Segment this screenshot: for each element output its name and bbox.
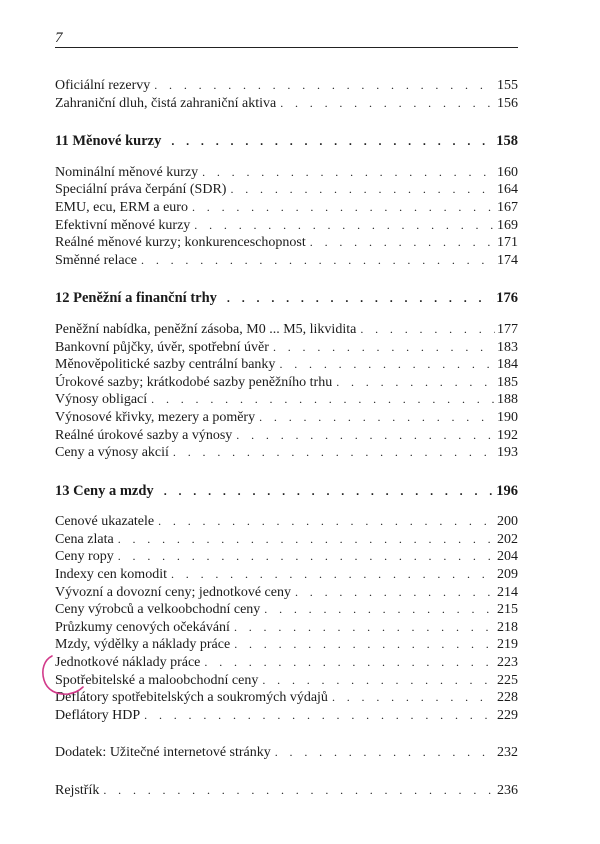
toc-dot-leader: [118, 548, 495, 566]
toc-entry-title: Bankovní půjčky, úvěr, spotřební úvěr: [55, 339, 269, 355]
toc-entry-page: 177: [497, 321, 518, 337]
toc-entry[interactable]: [55, 199, 518, 217]
toc-entry-page: 218: [497, 619, 518, 635]
toc-dot-leader: [171, 133, 494, 151]
toc-entry-page: 236: [497, 783, 518, 798]
toc-entry-page: 214: [497, 584, 518, 600]
toc-dot-leader: [171, 566, 495, 584]
table-of-contents: [55, 77, 518, 800]
toc-entry-title: Ceny ropy: [55, 549, 114, 565]
toc-dot-leader: [227, 290, 494, 308]
toc-entry-title: Rejstřík: [55, 783, 100, 798]
toc-entry-page: 228: [497, 690, 518, 706]
toc-entry[interactable]: [55, 427, 518, 445]
toc-dot-leader: [173, 444, 495, 462]
toc-entry[interactable]: [55, 252, 518, 270]
toc-entry-title: Měnověpolitické sazby centrální banky: [55, 357, 276, 373]
toc-entry-title: Cena zlata: [55, 531, 114, 547]
toc-entry-page: 169: [497, 217, 518, 233]
toc-entry[interactable]: [55, 672, 518, 690]
toc-dot-leader: [295, 584, 495, 602]
toc-dot-leader: [103, 782, 495, 800]
toc-dot-leader: [154, 77, 495, 95]
toc-entry[interactable]: [55, 444, 518, 462]
toc-entry-page: 225: [497, 672, 518, 688]
toc-entry-page: 171: [497, 235, 518, 251]
toc-entry-page: 232: [497, 745, 518, 761]
toc-entry-page: 215: [497, 602, 518, 618]
chapter-page: 196: [496, 482, 518, 499]
toc-dot-leader: [310, 234, 495, 252]
toc-entry-title: Výnosové křivky, mezery a poměry: [55, 409, 256, 425]
page-number: 7: [55, 30, 63, 46]
chapter-page: 158: [496, 133, 518, 150]
toc-entry-page: 209: [497, 567, 518, 583]
toc-entry[interactable]: [55, 601, 518, 619]
toc-entry-page: 202: [497, 531, 518, 547]
toc-entry[interactable]: [55, 548, 518, 566]
toc-dot-leader: [194, 217, 495, 235]
toc-entry-page: 193: [497, 445, 518, 461]
toc-entry-title: Indexy cen komodit: [55, 567, 167, 583]
toc-entry-title: Spotřebitelské a maloobchodní ceny: [55, 672, 259, 688]
toc-dot-leader: [360, 321, 495, 339]
toc-dot-leader: [275, 744, 495, 762]
toc-dot-leader: [230, 181, 495, 199]
toc-entry-title: Peněžní nabídka, peněžní zásoba, M0 ... M5, likvidita: [55, 321, 357, 337]
toc-dot-leader: [144, 707, 495, 725]
toc-dot-leader: [118, 531, 495, 549]
toc-entry-title: Speciální práva čerpání (SDR): [55, 182, 227, 198]
toc-entry-page: 229: [497, 707, 518, 723]
toc-entry-page: 204: [497, 549, 518, 565]
chapter-title: 13 Ceny a mzdy: [55, 482, 154, 499]
toc-entry[interactable]: [55, 689, 518, 707]
toc-entry[interactable]: [55, 391, 518, 409]
chapter-heading-11[interactable]: [55, 133, 518, 151]
toc-entry-title: Vývozní a dovozní ceny; jednotkové ceny: [55, 584, 291, 600]
toc-entry-page: 164: [497, 182, 518, 198]
chapter-title: 11 Měnové kurzy: [55, 133, 162, 150]
toc-entry-title: Směnné relace: [55, 252, 138, 268]
toc-entry-appendix[interactable]: [55, 744, 518, 762]
header-rule: [55, 47, 518, 48]
toc-entry[interactable]: [55, 409, 518, 427]
toc-entry-title: Efektivní měnové kurzy: [55, 217, 191, 233]
toc-entry-page: 185: [497, 374, 518, 390]
toc-entry[interactable]: [55, 374, 518, 392]
toc-entry[interactable]: [55, 356, 518, 374]
toc-entry[interactable]: [55, 513, 518, 531]
chapter-title: 12 Peněžní a finanční trhy: [55, 290, 217, 307]
toc-entry[interactable]: [55, 619, 518, 637]
toc-entry-index[interactable]: [55, 782, 518, 800]
toc-dot-leader: [234, 619, 495, 637]
toc-entry[interactable]: [55, 321, 518, 339]
toc-entry-title: Zahraniční dluh, čistá zahraniční aktiva: [55, 95, 277, 111]
toc-dot-leader: [234, 636, 495, 654]
toc-entry-page: 174: [497, 252, 518, 268]
toc-dot-leader: [202, 164, 495, 182]
toc-entry-page: 190: [497, 409, 518, 425]
toc-entry[interactable]: [55, 217, 518, 235]
toc-entry-page: 167: [497, 199, 518, 215]
toc-entry-title: Ceny výrobců a velkoobchodní ceny: [55, 602, 261, 618]
toc-dot-leader: [151, 391, 495, 409]
toc-dot-leader: [336, 374, 495, 392]
toc-entry[interactable]: [55, 531, 518, 549]
toc-entry-page: 160: [497, 164, 518, 180]
toc-entry-title: Deflátory spotřebitelských a soukromých výdajů: [55, 690, 328, 706]
toc-entry-title: Deflátory HDP: [55, 707, 141, 723]
toc-entry[interactable]: [55, 654, 518, 672]
toc-entry-title: Jednotkové náklady práce: [55, 655, 201, 671]
toc-entry-title: Cenové ukazatele: [55, 514, 155, 530]
toc-entry-page: 192: [497, 427, 518, 443]
toc-entry[interactable]: [55, 234, 518, 252]
toc-entry-page: 156: [497, 95, 518, 111]
toc-dot-leader: [192, 199, 495, 217]
toc-dot-leader: [259, 409, 495, 427]
toc-entry[interactable]: [55, 707, 518, 725]
toc-dot-leader: [204, 654, 495, 672]
toc-dot-leader: [141, 252, 495, 270]
toc-dot-leader: [164, 483, 495, 501]
toc-entry-page: 200: [497, 514, 518, 530]
toc-dot-leader: [158, 513, 495, 531]
toc-dot-leader: [236, 427, 495, 445]
toc-entry-title: Průzkumy cenových očekávání: [55, 619, 230, 635]
toc-entry-title: Oficiální rezervy: [55, 78, 151, 93]
toc-entry[interactable]: [55, 181, 518, 199]
toc-dot-leader: [273, 339, 495, 357]
toc-entry-title: Reálné měnové kurzy; konkurenceschopnost: [55, 235, 306, 251]
toc-dot-leader: [262, 672, 495, 690]
toc-entry-page: 155: [497, 78, 518, 93]
toc-entry-page: 183: [497, 339, 518, 355]
toc-dot-leader: [280, 95, 495, 113]
toc-entry[interactable]: [55, 636, 518, 654]
toc-dot-leader: [279, 356, 495, 374]
chapter-heading-12[interactable]: [55, 290, 518, 308]
toc-entry-title: Dodatek: Užitečné internetové stránky: [55, 745, 271, 761]
toc-entry-page: 223: [497, 655, 518, 671]
toc-entry-title: EMU, ecu, ERM a euro: [55, 199, 188, 215]
toc-entry-title: Úrokové sazby; krátkodobé sazby peněžního trhu: [55, 374, 333, 390]
toc-entry-title: Ceny a výnosy akcií: [55, 445, 169, 461]
toc-entry-page: 184: [497, 357, 518, 373]
toc-entry-title: Výnosy obligací: [55, 392, 148, 408]
toc-entry-page: 219: [497, 637, 518, 653]
chapter-heading-13[interactable]: [55, 483, 518, 501]
toc-entry-title: Mzdy, výdělky a náklady práce: [55, 637, 231, 653]
toc-entry[interactable]: [55, 95, 518, 113]
toc-entry[interactable]: [55, 566, 518, 584]
toc-entry[interactable]: [55, 164, 518, 182]
toc-entry-title: Nominální měnové kurzy: [55, 164, 199, 180]
toc-dot-leader: [264, 601, 495, 619]
toc-entry-page: 188: [497, 392, 518, 408]
toc-entry-title: Reálné úrokové sazby a výnosy: [55, 427, 233, 443]
toc-entry[interactable]: [55, 339, 518, 357]
toc-entry[interactable]: [55, 77, 518, 95]
toc-entry[interactable]: [55, 584, 518, 602]
toc-dot-leader: [332, 689, 495, 707]
chapter-page: 176: [496, 290, 518, 307]
